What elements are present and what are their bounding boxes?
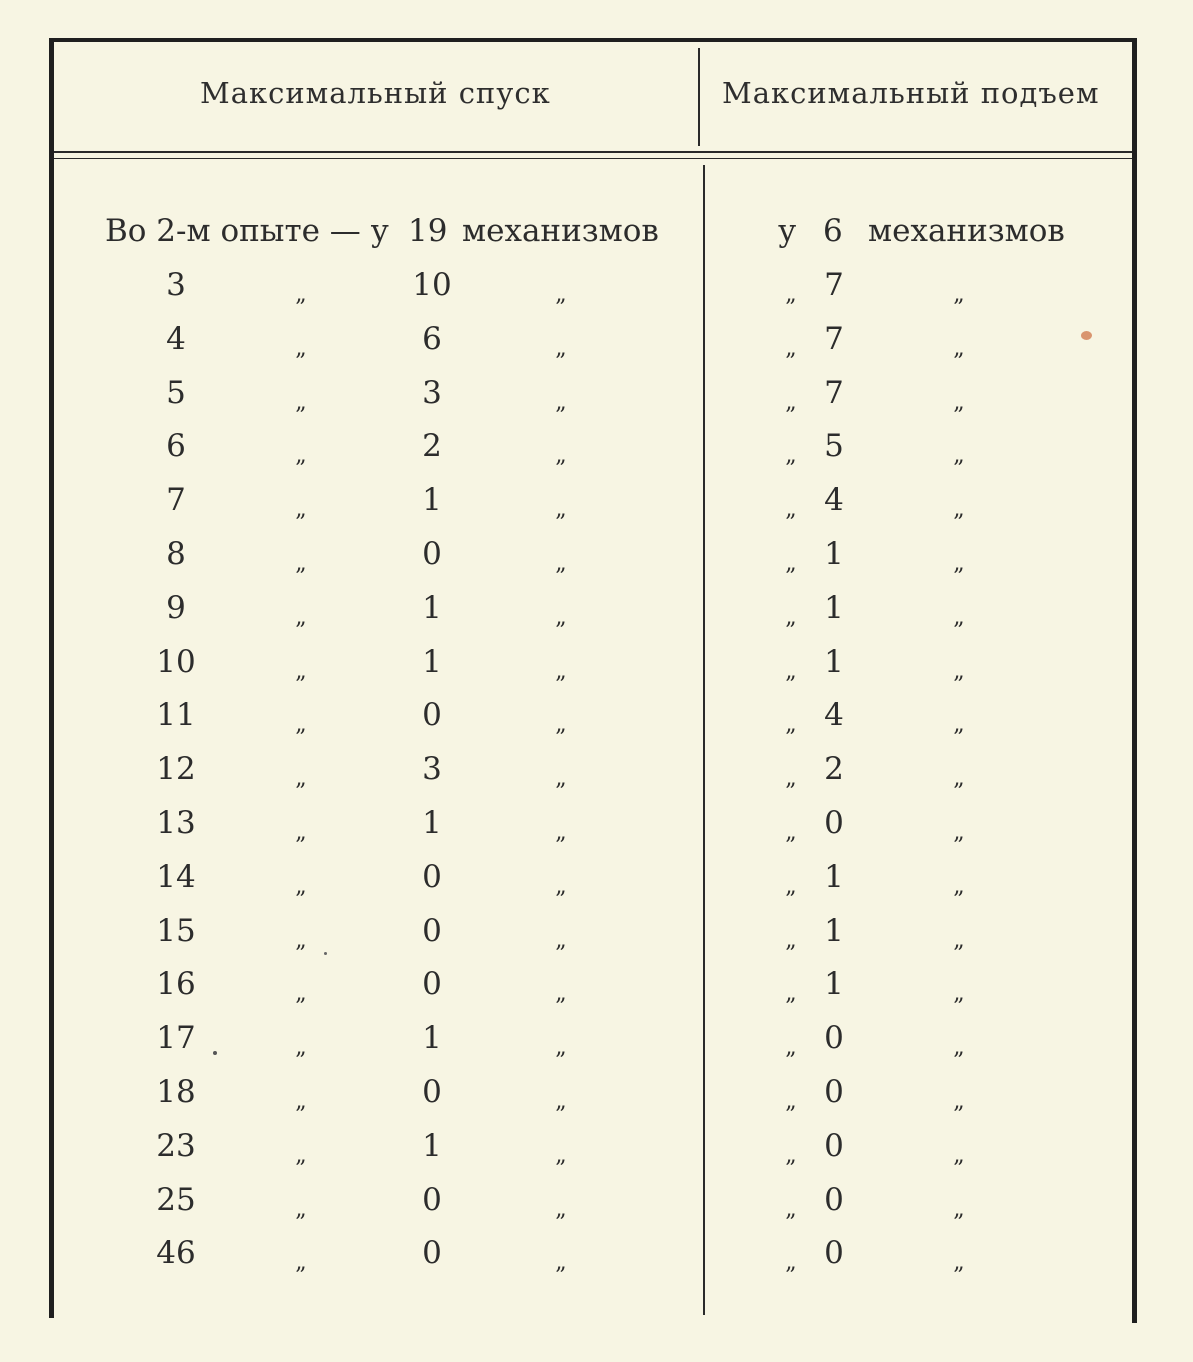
row-ditto-descent: „	[555, 1196, 567, 1222]
row-descent: 0	[422, 858, 442, 895]
row-ditto-rise-prefix: „	[785, 1089, 797, 1114]
row-ditto-rise-prefix: „	[785, 604, 797, 630]
row-descent: 0	[422, 1074, 442, 1110]
row-ditto-descent: „	[555, 551, 567, 576]
row-ditto-rise-prefix: „	[785, 335, 797, 361]
row-ditto-descent: „	[555, 1089, 567, 1114]
row-ditto-rise: „	[953, 927, 965, 953]
row-descent: 10	[412, 267, 452, 303]
row-descent: 1	[422, 805, 442, 841]
first-row-rise: 6	[823, 213, 843, 249]
row-rise: 1	[824, 643, 844, 680]
row-ditto-rise: „	[953, 551, 965, 576]
row-rise: 7	[824, 374, 844, 411]
first-row-unit: механизмов	[462, 213, 659, 249]
row-ditto-rise-prefix: „	[785, 1035, 797, 1061]
row-trial: 4	[166, 320, 186, 357]
row-trial: 3	[166, 267, 186, 303]
row-ditto-descent: „	[555, 820, 567, 845]
header-column-divider	[698, 48, 700, 146]
body-column-divider	[703, 165, 705, 1315]
row-descent: 1	[422, 1127, 442, 1164]
row-ditto-trial: „	[295, 443, 307, 469]
row-ditto-descent: „	[555, 981, 567, 1007]
row-trial: 8	[166, 536, 186, 572]
paper-stain	[1081, 331, 1092, 340]
row-ditto-descent: „	[555, 282, 567, 307]
paper-speck	[324, 952, 327, 955]
row-ditto-descent: „	[555, 497, 567, 523]
row-ditto-rise: „	[953, 335, 965, 361]
row-ditto-descent: „	[555, 389, 567, 415]
row-ditto-descent: „	[555, 1035, 567, 1061]
row-ditto-trial: „	[295, 282, 307, 307]
first-row-rise-unit: механизмов	[868, 213, 1065, 249]
row-ditto-descent: „	[555, 1142, 567, 1168]
row-ditto-trial: „	[295, 658, 307, 684]
row-rise: 0	[824, 1235, 844, 1272]
row-ditto-descent: „	[555, 335, 567, 361]
row-ditto-rise-prefix: „	[785, 820, 797, 845]
row-ditto-descent: „	[555, 873, 567, 899]
row-ditto-trial: „	[295, 1035, 307, 1061]
row-descent: 0	[422, 1181, 442, 1218]
row-ditto-rise: „	[953, 820, 965, 845]
header-rule-thin	[54, 158, 1132, 159]
row-ditto-rise-prefix: „	[785, 282, 797, 307]
row-ditto-trial: „	[295, 927, 307, 953]
row-ditto-descent: „	[555, 604, 567, 630]
row-ditto-rise: „	[953, 443, 965, 469]
row-ditto-trial: „	[295, 712, 307, 738]
row-rise: 4	[824, 697, 844, 734]
row-rise: 0	[824, 1020, 844, 1057]
row-ditto-rise-prefix: „	[785, 712, 797, 738]
row-trial: 5	[166, 374, 186, 411]
row-rise: 1	[824, 912, 844, 949]
row-ditto-rise: „	[953, 389, 965, 415]
row-trial: 11	[156, 697, 196, 734]
row-ditto-rise-prefix: „	[785, 1250, 797, 1276]
row-rise: 5	[824, 428, 844, 465]
row-rise: 0	[824, 1074, 844, 1110]
row-ditto-rise-prefix: „	[785, 497, 797, 523]
row-ditto-rise-prefix: „	[785, 1142, 797, 1168]
row-ditto-rise-prefix: „	[785, 1196, 797, 1222]
row-rise: 2	[824, 751, 844, 788]
row-ditto-rise: „	[953, 658, 965, 684]
row-ditto-rise: „	[953, 282, 965, 307]
row-ditto-rise: „	[953, 1196, 965, 1222]
row-ditto-trial: „	[295, 1250, 307, 1276]
row-ditto-descent: „	[555, 927, 567, 953]
row-ditto-rise-prefix: „	[785, 389, 797, 415]
row-ditto-trial: „	[295, 1089, 307, 1114]
row-rise: 0	[824, 805, 844, 841]
row-rise: 0	[824, 1181, 844, 1218]
table-left-border	[49, 38, 54, 1318]
row-descent: 0	[422, 536, 442, 572]
row-ditto-rise: „	[953, 497, 965, 523]
row-ditto-rise-prefix: „	[785, 981, 797, 1007]
row-ditto-rise: „	[953, 1089, 965, 1114]
row-ditto-rise: „	[953, 873, 965, 899]
row-trial: 17	[156, 1020, 196, 1057]
row-ditto-rise: „	[953, 1035, 965, 1061]
row-trial: 15	[156, 912, 196, 949]
row-trial: 25	[156, 1181, 196, 1218]
row-ditto-trial: „	[295, 497, 307, 523]
row-trial: 7	[166, 482, 186, 519]
row-descent: 6	[422, 320, 442, 357]
row-ditto-rise-prefix: „	[785, 658, 797, 684]
row-trial: 12	[156, 751, 196, 788]
row-descent: 1	[422, 482, 442, 519]
row-descent: 1	[422, 1020, 442, 1057]
row-ditto-rise: „	[953, 981, 965, 1007]
row-rise: 1	[824, 966, 844, 1003]
table-top-border	[49, 38, 1137, 42]
table-right-border	[1132, 38, 1137, 1323]
row-descent: 0	[422, 1235, 442, 1272]
row-trial: 23	[156, 1127, 196, 1164]
row-trial: 14	[156, 858, 196, 895]
paper-speck	[213, 1051, 217, 1055]
row-ditto-trial: „	[295, 551, 307, 576]
row-ditto-trial: „	[295, 820, 307, 845]
row-rise: 1	[824, 858, 844, 895]
row-ditto-descent: „	[555, 712, 567, 738]
row-ditto-rise-prefix: „	[785, 551, 797, 576]
row-rise: 4	[824, 482, 844, 519]
row-ditto-rise-prefix: „	[785, 927, 797, 953]
row-rise: 1	[824, 589, 844, 626]
row-descent: 1	[422, 643, 442, 680]
row-ditto-descent: „	[555, 443, 567, 469]
row-ditto-descent: „	[555, 658, 567, 684]
row-ditto-descent: „	[555, 1250, 567, 1276]
row-descent: 3	[422, 751, 442, 788]
row-trial: 18	[156, 1074, 196, 1110]
first-row-descent: 19	[408, 213, 448, 249]
row-ditto-trial: „	[295, 1196, 307, 1222]
first-row-rise-prefix: у	[778, 213, 797, 249]
row-trial: 13	[156, 805, 196, 841]
row-ditto-rise: „	[953, 604, 965, 630]
row-rise: 1	[824, 536, 844, 572]
row-descent: 3	[422, 374, 442, 411]
row-ditto-trial: „	[295, 1142, 307, 1168]
row-trial: 16	[156, 966, 196, 1003]
row-ditto-rise: „	[953, 766, 965, 792]
row-ditto-descent: „	[555, 766, 567, 792]
row-ditto-trial: „	[295, 981, 307, 1007]
row-trial: 6	[166, 428, 186, 465]
row-descent: 0	[422, 697, 442, 734]
row-descent: 1	[422, 589, 442, 626]
row-ditto-trial: „	[295, 389, 307, 415]
row-trial: 10	[156, 643, 196, 680]
row-ditto-rise-prefix: „	[785, 443, 797, 469]
row-rise: 0	[824, 1127, 844, 1164]
row-ditto-trial: „	[295, 873, 307, 899]
row-ditto-trial: „	[295, 335, 307, 361]
row-trial: 9	[166, 589, 186, 626]
header-rule-thick	[54, 151, 1132, 153]
row-rise: 7	[824, 267, 844, 303]
header-max-descent: Максимальный спуск	[200, 76, 551, 110]
row-ditto-rise: „	[953, 1142, 965, 1168]
row-ditto-rise-prefix: „	[785, 766, 797, 792]
row-ditto-rise-prefix: „	[785, 873, 797, 899]
row-rise: 7	[824, 320, 844, 357]
row-descent: 0	[422, 966, 442, 1003]
row-ditto-trial: „	[295, 766, 307, 792]
row-trial: 46	[156, 1235, 196, 1272]
first-row-prefix: Во 2-м опыте — у	[105, 213, 389, 249]
row-descent: 0	[422, 912, 442, 949]
row-descent: 2	[422, 428, 442, 465]
header-max-rise: Максимальный подъем	[722, 76, 1100, 110]
row-ditto-trial: „	[295, 604, 307, 630]
row-ditto-rise: „	[953, 1250, 965, 1276]
row-ditto-rise: „	[953, 712, 965, 738]
